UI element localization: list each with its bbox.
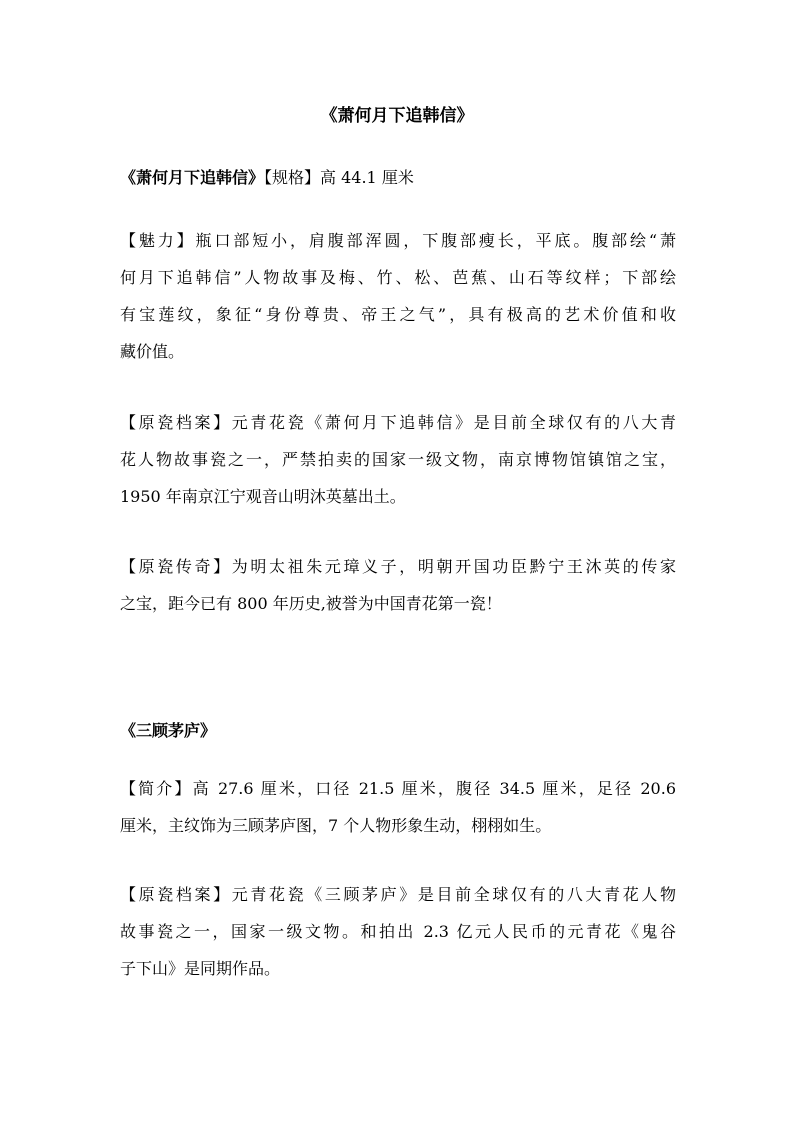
paragraph-line: 【魅力】瓶口部短小，肩腹部浑圆，下腹部瘦长，平底。腹部绘“萧 bbox=[120, 231, 676, 250]
paragraph-line: 故事瓷之一，国家一级文物。和拍出 2.3 亿元人民币的元青花《鬼谷 bbox=[120, 922, 676, 941]
section1-archive-paragraph bbox=[120, 404, 676, 515]
paragraph-line: 【原瓷传奇】为明太祖朱元璋义子，明朝开国功臣黔宁王沐英的传家 bbox=[120, 557, 676, 576]
paragraph-line: 1950 年南京江宁观音山明沐英墓出土。 bbox=[120, 487, 406, 506]
paragraph-line: 藏价值。 bbox=[120, 342, 185, 361]
paragraph-line: 厘米，主纹饰为三顾茅庐图，7 个人物形象生动，栩栩如生。 bbox=[120, 816, 552, 835]
paragraph-line: 有宝莲纹，象征“身份尊贵、帝王之气”，具有极高的艺术价值和收 bbox=[120, 305, 676, 324]
section1-heading-spec: 【规格】高 44.1 厘米 bbox=[264, 168, 414, 187]
section2-intro-paragraph bbox=[120, 770, 676, 844]
paragraph-line: 【原瓷档案】元青花瓷《三顾茅庐》是目前全球仅有的八大青花人物 bbox=[120, 885, 676, 904]
section1-heading-name: 《萧何月下追韩信》 bbox=[120, 168, 265, 187]
section1-charm-paragraph bbox=[120, 222, 676, 370]
section1-legend-paragraph bbox=[120, 548, 676, 622]
section1-heading bbox=[120, 159, 676, 196]
paragraph-line: 子下山》是同期作品。 bbox=[120, 959, 281, 978]
paragraph-line: 何月下追韩信”人物故事及梅、竹、松、芭蕉、山石等纹样；下部绘 bbox=[120, 268, 676, 287]
paragraph-line: 之宝，距今已有 800 年历史,被誉为中国青花第一瓷！ bbox=[120, 594, 502, 613]
section2-heading: 《三顾茅庐》 bbox=[120, 721, 217, 740]
paragraph-line: 【简介】高 27.6 厘米，口径 21.5 厘米，腹径 34.5 厘米，足径 20.6 bbox=[120, 779, 676, 798]
paragraph-line: 花人物故事瓷之一，严禁拍卖的国家一级文物，南京博物馆镇馆之宝， bbox=[120, 450, 676, 469]
paragraph-line: 【原瓷档案】元青花瓷《萧何月下追韩信》是目前全球仅有的八大青 bbox=[120, 413, 676, 432]
page-title: 《萧何月下追韩信》 bbox=[320, 106, 474, 126]
section2-archive-paragraph bbox=[120, 876, 676, 987]
